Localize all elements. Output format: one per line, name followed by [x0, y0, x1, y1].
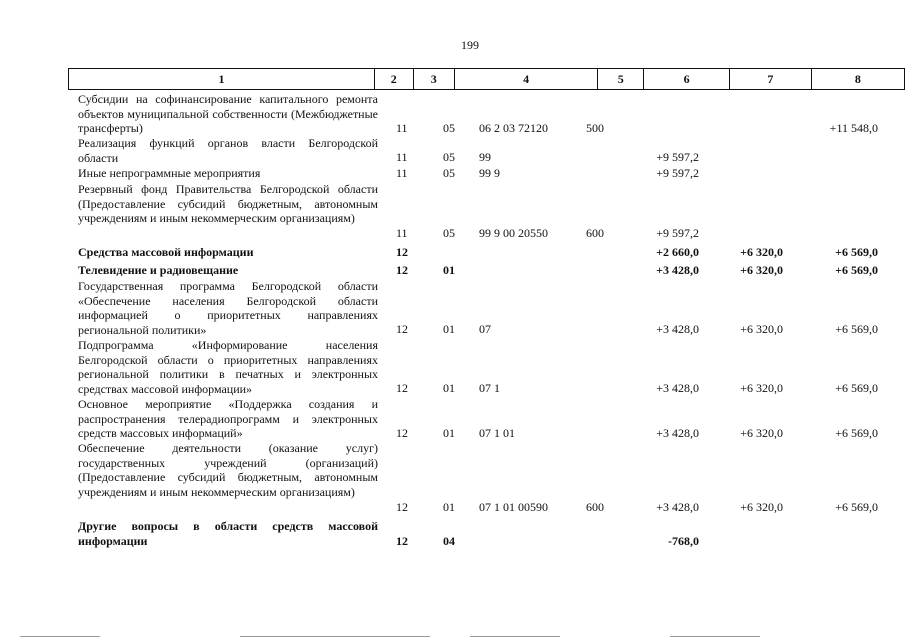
table-row	[0, 136, 905, 166]
row-section: 11	[396, 166, 408, 180]
row-section: 12	[396, 500, 408, 514]
row-subsection: 04	[443, 534, 455, 548]
row-name: Обеспечение деятельности (оказание услуг) государственных учреждений (организаций) (Предоставление субсидий бюджетным, автономным учреждениям и иным некоммерческим организациям)	[78, 441, 378, 499]
page-number: 199	[461, 38, 479, 52]
scan-edge-line	[470, 636, 560, 637]
column-header-3: 3	[413, 69, 454, 90]
column-header-8: 8	[811, 69, 904, 90]
row-section: 11	[396, 121, 408, 135]
row-expense-type: 600	[586, 500, 604, 514]
table-row	[0, 166, 905, 181]
table-row	[0, 397, 905, 442]
row-subsection: 01	[443, 500, 455, 514]
row-name: Другие вопросы в области средств массовой информации	[78, 519, 378, 548]
row-section: 12	[396, 426, 408, 440]
row-amount-col6: -768,0	[668, 534, 699, 548]
row-target-article: 06 2 03 72120	[479, 121, 548, 135]
row-target-article: 99 9 00 20550	[479, 226, 548, 240]
row-target-article: 07	[479, 322, 491, 336]
column-header-5: 5	[598, 69, 644, 90]
row-expense-type: 500	[586, 121, 604, 135]
row-target-article: 99	[479, 150, 491, 164]
row-amount-col8: +6 569,0	[835, 322, 878, 336]
row-name: Резервный фонд Правительства Белгородской области (Предоставление субсидий бюджетным, автономным учреждениям и иным некоммерческим организациям)	[78, 182, 378, 226]
table-row	[0, 182, 905, 242]
row-amount-col6: +3 428,0	[656, 500, 699, 514]
row-amount-col6: +9 597,2	[656, 226, 699, 240]
table-row	[0, 263, 905, 278]
row-target-article: 07 1 01 00590	[479, 500, 548, 514]
row-amount-col6: +3 428,0	[656, 322, 699, 336]
row-amount-col6: +3 428,0	[656, 426, 699, 440]
row-amount-col8: +6 569,0	[835, 500, 878, 514]
row-section: 11	[396, 150, 408, 164]
row-subsection: 01	[443, 322, 455, 336]
row-amount-col7: +6 320,0	[740, 500, 783, 514]
row-subsection: 01	[443, 263, 455, 277]
column-header-1: 1	[69, 69, 375, 90]
row-amount-col7: +6 320,0	[740, 263, 783, 277]
row-target-article: 99 9	[479, 166, 500, 180]
row-name: Средства массовой информации	[78, 245, 254, 259]
row-subsection: 01	[443, 426, 455, 440]
table-row	[0, 519, 905, 549]
column-header-2: 2	[374, 69, 413, 90]
row-section: 12	[396, 322, 408, 336]
column-header-6: 6	[644, 69, 730, 90]
table-row	[0, 92, 905, 136]
row-name: Государственная программа Белгородской области «Обеспечение населения Белгородской области информацией о приоритетных направлениях региональной политики»	[78, 279, 378, 337]
row-name: Субсидии на софинансирование капитального ремонта объектов муниципальной собственности (Межбюджетные трансферты)	[78, 92, 378, 136]
row-section: 12	[396, 263, 408, 277]
row-amount-col8: +11 548,0	[829, 121, 878, 135]
row-section: 12	[396, 245, 408, 259]
row-amount-col8: +6 569,0	[835, 426, 878, 440]
table-row	[0, 338, 905, 398]
row-amount-col6: +3 428,0	[656, 381, 699, 395]
row-name: Реализация функций органов власти Белгородской области	[78, 136, 378, 165]
row-name: Иные непрограммные мероприятия	[78, 166, 261, 180]
table-row	[0, 441, 905, 516]
row-section: 11	[396, 226, 408, 240]
row-target-article: 07 1	[479, 381, 500, 395]
row-amount-col8: +6 569,0	[835, 245, 878, 259]
row-amount-col7: +6 320,0	[740, 426, 783, 440]
row-amount-col7: +6 320,0	[740, 245, 783, 259]
row-subsection: 05	[443, 166, 455, 180]
row-expense-type: 600	[586, 226, 604, 240]
row-amount-col7: +6 320,0	[740, 381, 783, 395]
row-name: Подпрограмма «Информирование населения Белгородской области о приоритетных направлениях региональной политики в печатных и электронных средствах массовой информации»	[78, 338, 378, 396]
row-amount-col7: +6 320,0	[740, 322, 783, 336]
row-name: Телевидение и радиовещание	[78, 263, 239, 277]
row-subsection: 05	[443, 150, 455, 164]
column-header-7: 7	[729, 69, 811, 90]
row-amount-col6: +9 597,2	[656, 150, 699, 164]
row-amount-col6: +9 597,2	[656, 166, 699, 180]
scan-edge-line	[670, 636, 760, 637]
row-amount-col6: +3 428,0	[656, 263, 699, 277]
scan-edge-line	[240, 636, 430, 637]
column-header-4: 4	[455, 69, 598, 90]
row-subsection: 05	[443, 121, 455, 135]
table-row	[0, 279, 905, 339]
row-amount-col6: +2 660,0	[656, 245, 699, 259]
scan-edge-line	[20, 636, 100, 637]
row-amount-col8: +6 569,0	[835, 263, 878, 277]
row-target-article: 07 1 01	[479, 426, 515, 440]
row-amount-col8: +6 569,0	[835, 381, 878, 395]
table-row	[0, 245, 905, 260]
row-subsection: 05	[443, 226, 455, 240]
row-section: 12	[396, 381, 408, 395]
row-name: Основное мероприятие «Поддержка создания и распространения телерадиопрограмм и электронных средств массовых информаций»	[78, 397, 378, 441]
row-subsection: 01	[443, 381, 455, 395]
row-section: 12	[396, 534, 408, 548]
